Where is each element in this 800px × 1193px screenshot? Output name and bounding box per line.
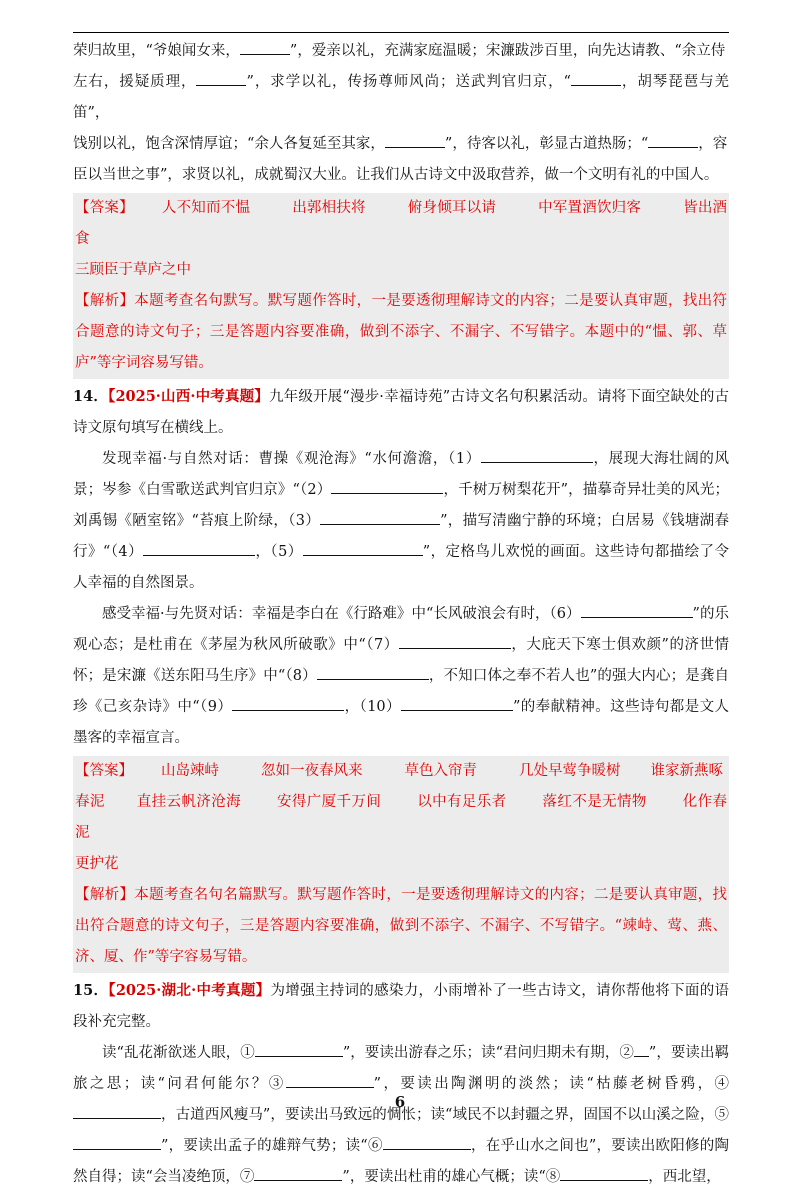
analysis-text: 【解析】本题考查名句名篇默写。默写题作答时，一是要透彻理解诗文的内容；二是要认真审题，找出符合题意的诗文句子，三是答题内容要准确，做到不添字、不漏字、不写错字。“竦峙、莺、燕、济、厦、作”等字容易写错。 [75,887,727,965]
text: ”，要读出游春之乐；读“君问归期未有期，② [342,1045,634,1061]
text: ”的乐观心态；是杜甫在《茅屋为秋风所破歌》中“（7） [73,606,729,653]
q13-passage [73,36,729,191]
text: ，胡琴琵琶与羌笛”， [73,74,730,121]
blank-line[interactable] [399,633,511,649]
blank-line[interactable] [571,70,621,86]
text: ，（10） [344,699,401,715]
blank-line[interactable] [560,1165,648,1181]
question-source: 【2025·湖北·中考真题】 [108,982,271,999]
answer-item: 几处早莺争暖树 [519,763,621,779]
blank-line[interactable] [385,132,445,148]
text: ”的奉献精神。这些诗句都是文人墨客的幸福宣言。 [73,699,730,746]
text: 饯别以礼，饱含深情厚谊；“余人各复延至其家， [73,136,385,152]
header-rule [73,32,729,33]
text: ，（5） [255,544,303,560]
blank-line[interactable] [401,695,513,711]
question-15 [73,975,729,1193]
blank-line[interactable] [331,478,443,494]
answer-item: 直挂云帆济沧海 [136,794,241,810]
blank-line[interactable] [303,540,423,556]
answer-item: 安得广厦千万间 [277,794,382,810]
blank-line[interactable] [581,602,693,618]
answer-item: 落红不是无情物 [542,794,647,810]
question-number: 14． [73,388,109,405]
blank-line[interactable] [320,509,440,525]
blank-line[interactable] [634,1041,649,1057]
answer-item: 俯身倾耳以请 [407,200,497,216]
answer-item: 谁家新燕啄 [650,763,723,779]
answer-item: 山岛竦峙 [161,763,219,779]
answer-item: 皆出酒食 [75,200,728,247]
blank-line[interactable] [481,447,593,463]
blank-line[interactable] [317,664,429,680]
answer-item: 化作春泥 [75,794,728,841]
answer-box-13 [73,193,729,379]
question-stem: 为增强主持词的感染力，小雨增补了一些古诗文，请你帮他将下面的语段补充完整。 [73,983,730,1030]
blank-line[interactable] [255,1041,343,1057]
answer-item: 草色入帘青 [404,763,477,779]
text: ，大庇天下寒士俱欢颜”的济世情怀；是宋濂《送东阳马生序》中“（8） [73,637,729,684]
answer-item: 春泥 [75,794,105,810]
text: ”，求学以礼，传扬尊师风尚；送武判官归京，“ [246,74,571,90]
text: ，千树万树梨花开”，描摹奇异壮美的风光；刘禹锡《陋室铭》“苔痕上阶绿，（3） [73,482,729,529]
answer-item: 忽如一夜春风来 [261,763,363,779]
blank-line[interactable] [286,1072,374,1088]
text: ，容 [698,136,728,152]
document-body [73,36,729,1193]
text: 臣以当世之事”，求贤以礼，成就蜀汉大业。让我们从古诗文中汲取营养，做一个文明有礼的中国人。 [73,167,719,183]
text: ”，爱亲以礼，充满家庭温暖；宋濂跋涉百里，向先达请教、“余立侍 [289,43,726,59]
text: ”，定格鸟儿欢悦的画面。这些诗句都描绘了令人幸福的自然图景。 [73,544,729,591]
text: ”，要读出陶渊明的淡然；读“枯藤老树昏鸦，④ [373,1076,729,1092]
blank-line[interactable] [196,70,246,86]
text: 感受幸福·与先贤对话：幸福是李白在《行路难》中“长风破浪会有时，（6） [102,606,581,622]
answer-item: 更护花 [75,856,119,872]
text: ，不知口体之奉不若人也”的强大内心；是龚自珍《己亥杂诗》中“（9） [73,668,729,715]
blank-line[interactable] [240,39,290,55]
text: ”，要读出羁旅之思；读“问君何能尔？③ [73,1045,729,1092]
blank-line[interactable] [648,132,698,148]
answer-item: 人不知而不愠 [161,200,251,216]
text: ，古道西风瘦马”，要读出马致远的惆怅；读“域民不以封疆之界，固国不以山溪之险，⑤ [161,1107,729,1123]
text: ，展现大海壮阔的风景；岑参《白雪歌送武判官归京》“（2） [73,451,729,498]
blank-line[interactable] [143,540,255,556]
text: ，在乎山水之间也”，要读出欧阳修的陶然自得；读“会当凌绝顶，⑦ [73,1138,729,1185]
answer-item: 三顾臣于草庐之中 [75,262,191,278]
text: 左右，援疑质理， [73,74,197,90]
text: ，西北望， [648,1169,721,1185]
question-source: 【2025·山西·中考真题】 [108,388,269,405]
answer-tag: 【答案】 [75,763,133,779]
answer-box-14 [73,756,729,973]
answer-tag: 【答案】 [75,200,134,216]
question-14 [73,381,729,754]
blank-line[interactable] [383,1134,471,1150]
question-number: 15． [73,982,109,999]
page-number: 6 [394,1093,406,1111]
analysis-text: 【解析】本题考查名句默写。默写题作答时，一是要透彻理解诗文的内容；二是要认真审题，找出符合题意的诗文句子；三是答题内容要准确，做到不添字、不漏字、不写错字。本题中的“愠、郭、草庐”等字词容易写错。 [75,293,727,371]
blank-line[interactable] [254,1165,342,1181]
text: ”，要读出孟子的雄辩气势；读“⑥ [161,1138,383,1154]
answer-item: 以中有足乐者 [417,794,507,810]
text: 荣归故里，“爷娘闻女来， [73,43,240,59]
answer-item: 出郭相扶将 [292,200,366,216]
blank-line[interactable] [232,695,344,711]
blank-line[interactable] [73,1134,161,1150]
text: 发现幸福·与自然对话：曹操《观沧海》“水何澹澹，（1） [102,451,481,467]
question-stem: 九年级开展“漫步·幸福诗苑”古诗文名句积累活动。请将下面空缺处的古诗文原句填写在横线上。 [73,389,729,436]
text: ”，要读出杜甫的雄心气概；读“⑧ [342,1169,561,1185]
answer-item: 中军置酒饮归客 [538,200,642,216]
text: ”，待客以礼，彰显古道热肠；“ [444,136,649,152]
text: 读“乱花渐欲迷人眼，① [102,1045,255,1061]
text: ”，描写清幽宁静的环境；白居易《钱塘湖春行》“（4） [73,513,729,560]
